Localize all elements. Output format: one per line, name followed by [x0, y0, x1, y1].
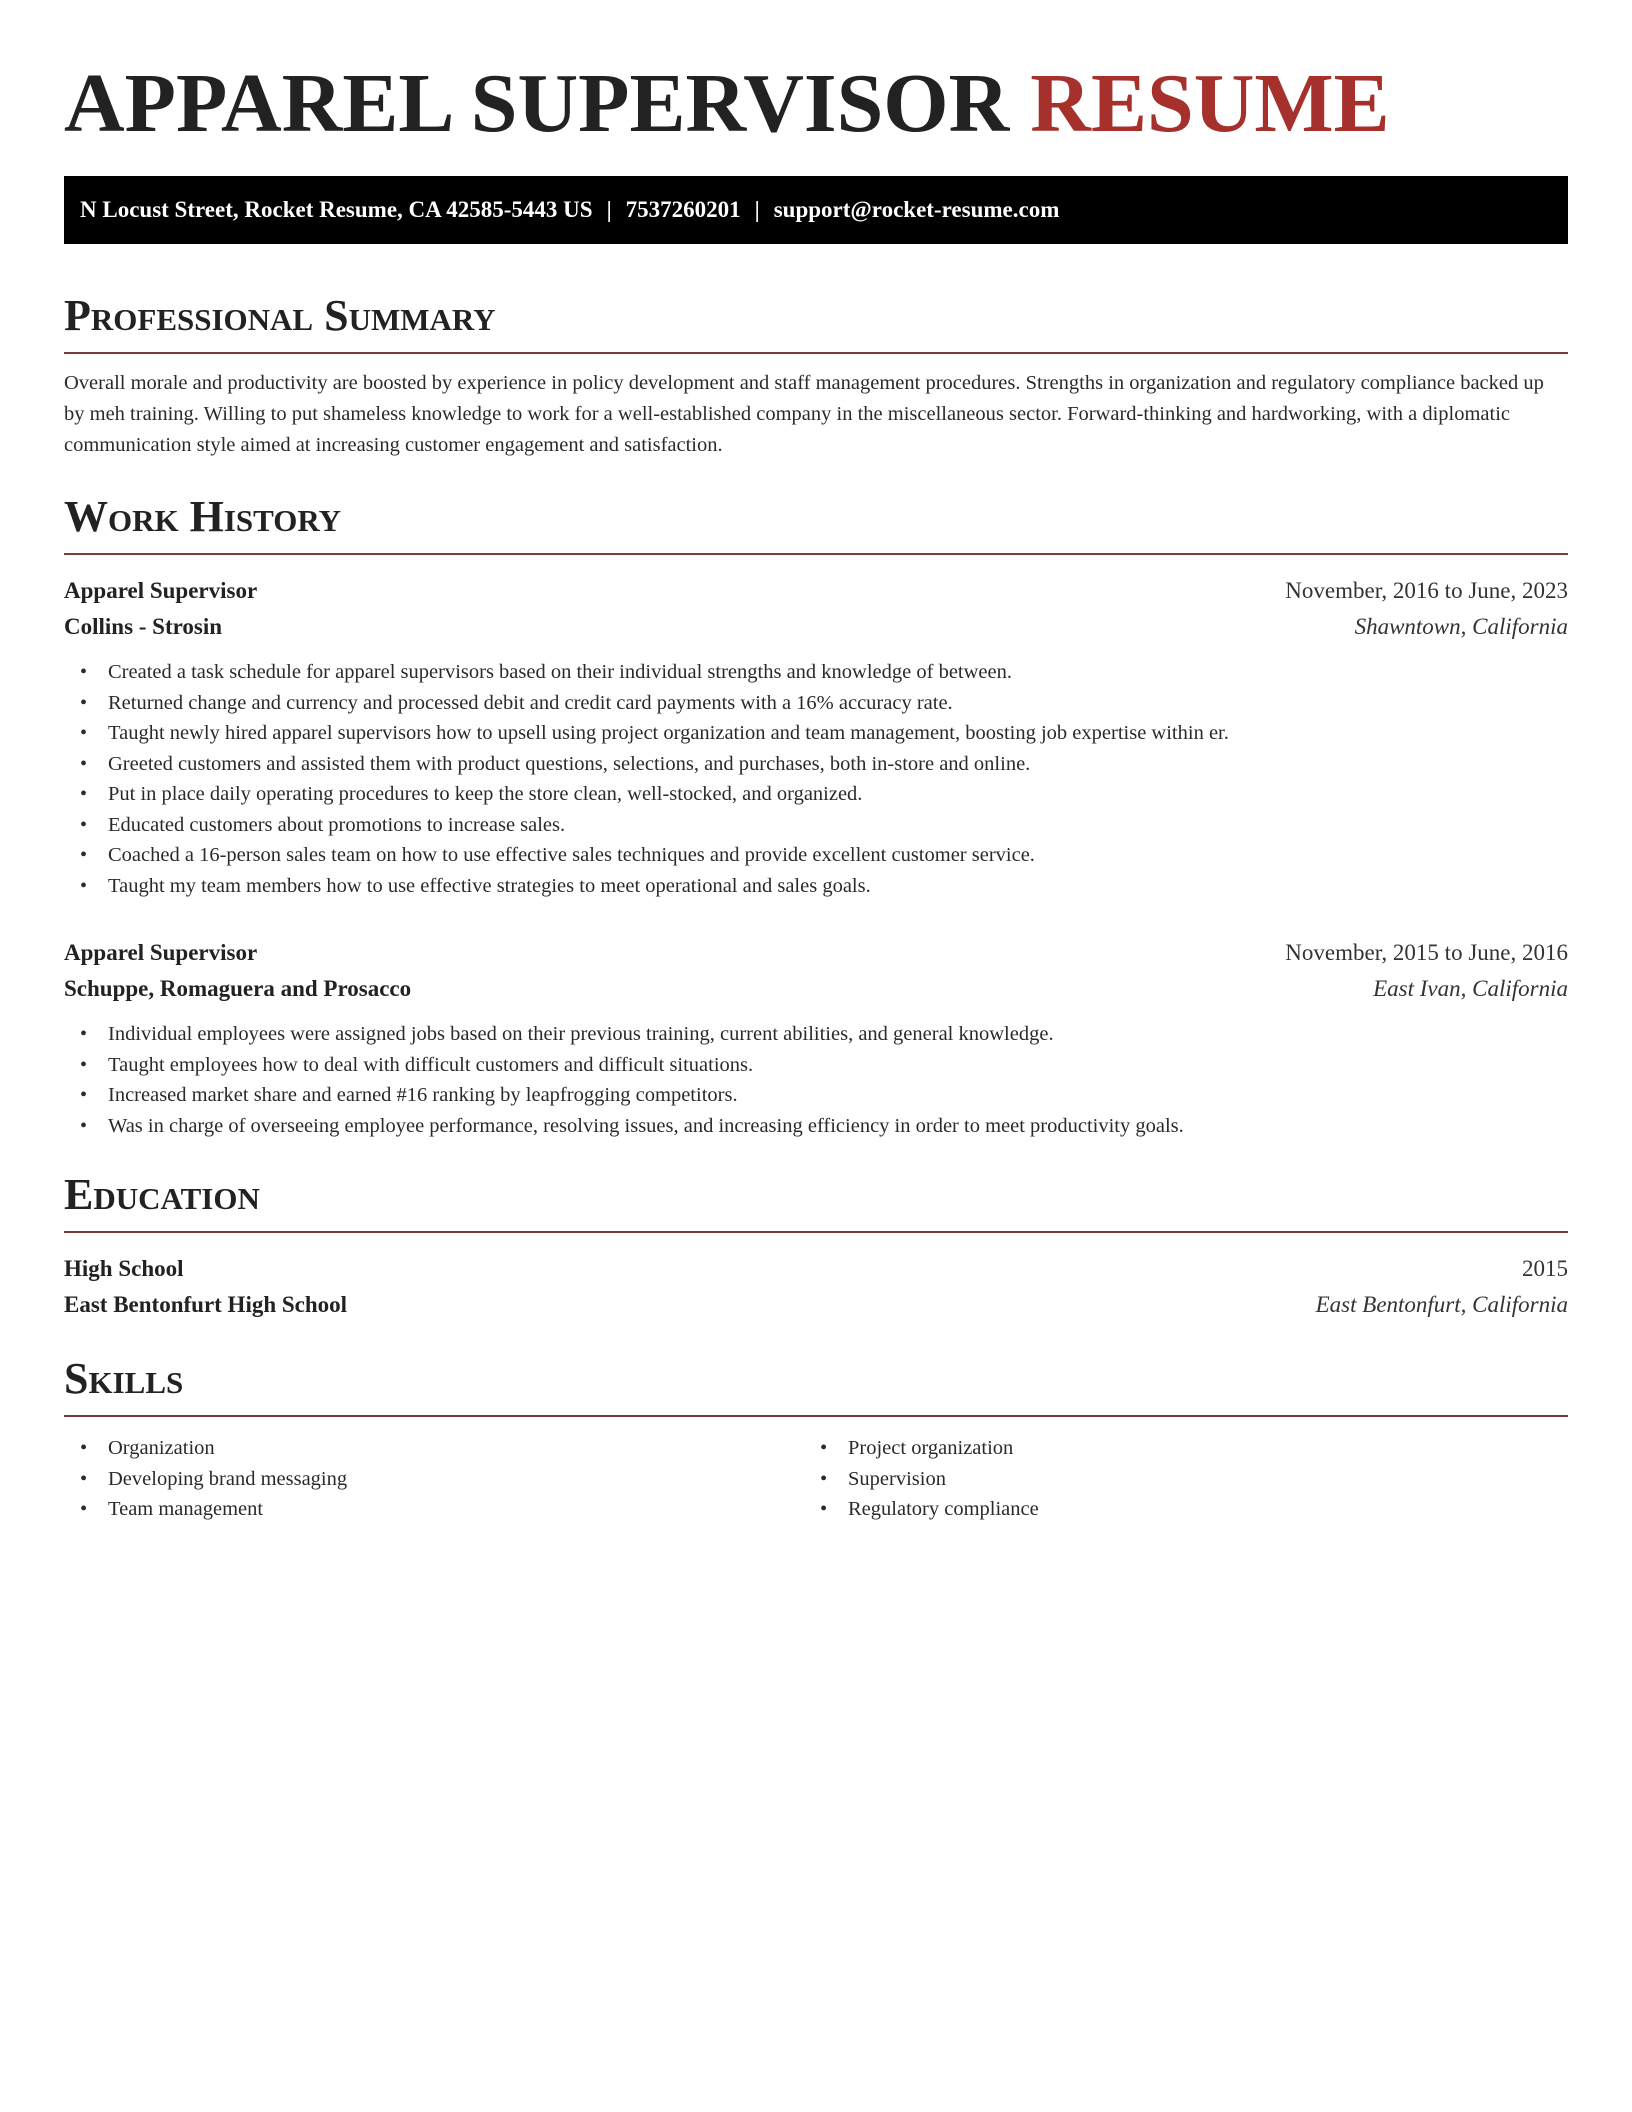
job-company: Schuppe, Romaguera and Prosacco — [64, 976, 412, 1001]
job-entry — [64, 573, 1568, 901]
job-bullet: • Taught newly hired apparel supervisors how to upsell using project organization and team management, boosting job expertise within er. — [64, 718, 1568, 749]
education-entry — [64, 1251, 1568, 1323]
skill-item: • Team management — [64, 1494, 804, 1525]
resume-title-main: APPAREL SUPERVISOR — [64, 57, 1010, 150]
contact-separator: | — [754, 197, 760, 222]
work-history-section — [64, 491, 1568, 1141]
skills-heading: Skills — [64, 1353, 1568, 1417]
summary-text: Overall morale and productivity are boosted by experience in policy development and staff management procedures. Strengths in organization and regulatory compliance backed up by meh training. Willing to put shameless knowledge to work for a well-established company in the miscellaneous sector. Forward-thinking and hardworking, with a diplomatic communication style aimed at increasing customer engagement and satisfaction. — [64, 372, 1544, 456]
education-location: East Bentonfurt, California — [1315, 1292, 1568, 1317]
job-bullet-list — [64, 1019, 1568, 1141]
education-degree: High School — [64, 1256, 184, 1281]
job-location: Shawntown, California — [1354, 614, 1568, 639]
resume-page — [64, 0, 1568, 1525]
job-bullet: • Was in charge of overseeing employee performance, resolving issues, and increasing efficiency in order to meet productivity goals. — [64, 1111, 1568, 1142]
job-company: Collins - Strosin — [64, 614, 223, 639]
summary-heading: Professional Summary — [64, 290, 1568, 354]
job-title: Apparel Supervisor — [64, 578, 258, 603]
job-bullet: • Individual employees were assigned jobs based on their previous training, current abilities, and general knowledge. — [64, 1019, 1568, 1050]
contact-bar — [64, 176, 1568, 244]
job-location: East Ivan, California — [1373, 976, 1568, 1001]
skill-item: • Regulatory compliance — [804, 1494, 1544, 1525]
skill-item: • Supervision — [804, 1464, 1544, 1495]
job-dates: November, 2015 to June, 2016 — [1285, 940, 1568, 965]
job-bullet: • Taught employees how to deal with difficult customers and difficult situations. — [64, 1050, 1568, 1081]
summary-section — [64, 290, 1568, 461]
education-heading: Education — [64, 1169, 1568, 1233]
contact-separator: | — [606, 197, 612, 222]
skills-section — [64, 1353, 1568, 1525]
job-bullet: • Returned change and currency and processed debit and credit card payments with a 16% accuracy rate. — [64, 688, 1568, 719]
skills-grid — [64, 1433, 1568, 1525]
skills-column-left — [64, 1433, 804, 1525]
job-bullet: • Educated customers about promotions to increase sales. — [64, 810, 1568, 841]
job-company-row — [64, 609, 1568, 645]
skill-item: • Developing brand messaging — [64, 1464, 804, 1495]
education-section — [64, 1169, 1568, 1323]
job-bullet: • Increased market share and earned #16 ranking by leapfrogging competitors. — [64, 1080, 1568, 1111]
resume-title — [64, 0, 1568, 152]
job-title-row — [64, 935, 1568, 971]
job-bullet: • Created a task schedule for apparel supervisors based on their individual strengths and knowledge of between. — [64, 657, 1568, 688]
resume-title-accent: RESUME — [1030, 57, 1390, 150]
contact-phone[interactable]: 7537260201 — [625, 197, 741, 222]
education-degree-row — [64, 1251, 1568, 1287]
job-company-row — [64, 971, 1568, 1007]
job-entry — [64, 935, 1568, 1141]
skill-item: • Organization — [64, 1433, 804, 1464]
education-school: East Bentonfurt High School — [64, 1292, 348, 1317]
contact-email[interactable]: support@rocket-resume.com — [773, 197, 1060, 222]
education-school-row — [64, 1287, 1568, 1323]
job-title-row — [64, 573, 1568, 609]
job-bullet-list — [64, 657, 1568, 901]
job-bullet: • Taught my team members how to use effective strategies to meet operational and sales goals. — [64, 871, 1568, 902]
job-bullet: • Put in place daily operating procedures to keep the store clean, well-stocked, and organized. — [64, 779, 1568, 810]
work-history-heading: Work History — [64, 491, 1568, 555]
skills-column-right — [804, 1433, 1544, 1525]
education-year: 2015 — [1522, 1256, 1568, 1281]
job-bullet: • Coached a 16-person sales team on how to use effective sales techniques and provide excellent customer service. — [64, 840, 1568, 871]
job-title: Apparel Supervisor — [64, 940, 258, 965]
job-bullet: • Greeted customers and assisted them with product questions, selections, and purchases, both in-store and online. — [64, 749, 1568, 780]
skill-item: • Project organization — [804, 1433, 1544, 1464]
job-dates: November, 2016 to June, 2023 — [1285, 578, 1568, 603]
contact-address: N Locust Street, Rocket Resume, CA 42585-5443 US — [80, 197, 593, 222]
